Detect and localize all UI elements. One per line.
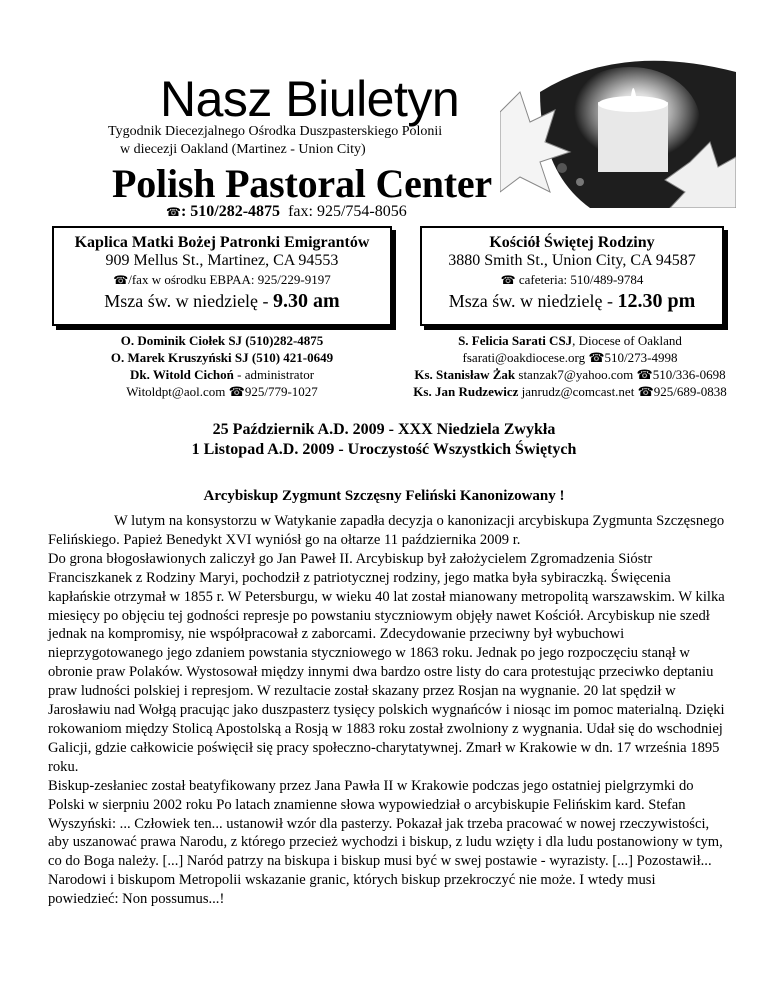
staff-entry: S. Felicia Sarati CSJ, Diocese of Oakland [458,333,682,348]
church-phone: cafeteria: 510/489-9784 [515,272,644,287]
chapel-phone: /fax w ośrodku EBPAA: 925/229-9197 [128,272,331,287]
church-title: Kościół Świętej Rodziny [489,234,655,251]
main-phone: : 510/282-4875 [180,203,281,220]
church-info-box [420,226,724,326]
chapel-mass-label: Msza św. w niedzielę - [104,291,274,311]
church-address: 3880 Smith St., Union City, CA 94587 [448,252,696,269]
staff-entry: Dk. Witold Cichoń - administrator [129,367,315,382]
church-mass-label: Msza św. w niedzielę - [448,291,618,311]
chapel-mass-time: 9.30 am [273,290,340,312]
staff-left-list [52,332,392,400]
masthead-title: Nasz Biuletyn [160,71,460,127]
staff-entry: Witoldpt@aol.com ☎925/779-1027 [126,384,318,399]
article-body [48,512,728,909]
candle-photo-graphic [500,52,736,208]
phone-icon: ☎ [113,273,129,287]
article-headline: Arcybiskup Zygmunt Szczęsny Feliński Kanonizowany ! [203,488,565,504]
phone-icon: ☎ [500,273,516,287]
staff-right-list [390,332,750,400]
staff-entry: O. Dominik Ciołek SJ (510)282-4875 [120,333,324,348]
main-fax: fax: 925/754-8056 [288,203,407,220]
chapel-address: 909 Mellus St., Martinez, CA 94553 [105,252,339,269]
candle-with-leaves-photo [500,52,736,208]
church-mass-time: 12.30 pm [617,290,696,312]
article-paragraph: Do grona błogosławionych zaliczył go Jan Paweł II. Arcybiskup był założycielem Zgromadzenia Sióstr Franciszkanek z Rodziny Maryi, pochodził z patriotycznej rodziny, jego matka była sybiraczką. Święcenia kapłańskie otrzymał w 1855 r. W Petersburgu, w wieku 40 lat został mianowany metropolitą warszawskim. W kilka miesięcy po objęciu tej godności represje po powstaniu styczniowym objęły nawet Kościół. Arcybiskup nie szedł jednak na kompromisy, nie współpracował z zaborcami. Zdecydowanie przeciwny był wybuchowi nieprzygotowanego jego zdaniem powstania styczniowego w 1863 roku. Jednak po jego rozpoczęciu stanął w obronie praw Polaków. Wystosował między innymi dwa bardzo ostre listy do cara protestując przeciwko deptaniu praw ludności polskiej i represjom. W rezultacie został skazany przez Rosjan na wygnanie. 20 lat spędził w Jarosławiu nad Wołgą pracując jako duszpasterz tysięcy polskich wygnańców i niosąc im pomoc materialną. Dzięki rokowaniom między Stolicą Apostolską a Rosją w 1883 roku został zwolniony z wygnania. Udał się do wschodniej Galicji, gdzie całkowicie poświęcił się pracy społeczno-charytatywnej. Zmarł w Krakowie w dn. 17 września 1895 roku. [48,550,725,775]
article-paragraph: W lutym na konsystorzu w Watykanie zapadła decyzja o kanonizacji arcybiskupa Zygmunta Szczęsnego Felińskiego. Papież Benedykt XVI wyniósł go na ołtarze 11 października 2009 r. [48,513,725,548]
date-line-2: 1 Listopad A.D. 2009 - Uroczystość Wszystkich Świętych [191,441,577,458]
staff-entry: Ks. Jan Rudzewicz janrudz@comcast.net ☎925/689-0838 [413,384,727,399]
chapel-phone-line [54,272,390,288]
church-mass [422,290,722,313]
center-name: Polish Pastoral Center [112,161,492,206]
staff-entry: fsarati@oakdiocese.org ☎510/273-4998 [462,350,678,365]
church-phone-line [422,272,722,288]
chapel-title: Kaplica Matki Bożej Patronki Emigrantów [74,234,370,251]
masthead-subtitle-2: w diecezji Oakland (Martinez - Union City) [120,142,366,157]
date-line-1: 25 Październik A.D. 2009 - XXX Niedziela Zwykła [212,421,556,438]
chapel-info-box [52,226,392,326]
chapel-mass [54,290,390,313]
phone-icon: ☎ [166,205,181,219]
masthead-subtitle-1: Tygodnik Diecezjalnego Ośrodka Duszpasterskiego Polonii [108,124,443,139]
phone-line [166,203,407,221]
staff-entry: Ks. Stanisław Żak stanzak7@yahoo.com ☎510/336-0698 [414,367,726,382]
staff-entry: O. Marek Kruszyński SJ (510) 421-0649 [110,350,334,365]
article-paragraph: Biskup-zesłaniec został beatyfikowany przez Jana Pawła II w Krakowie podczas jego ostatniej pielgrzymki do Polski w sierpniu 2002 roku Po latach znamienne słowa wypowiedział o arcybiskupie Felińskim kard. Stefan Wyszyński: ... Człowiek ten... ustanowił wzór dla pasterzy. Pokazał jak trzeba pracować w nowej rzeczywistości, aby uszanować prawa Narodu, z którego przecież wychodzi i biskup, z ludu wzięty i dla ludu postanowiony w tym, co do Boga należy. [...] Naród patrzy na biskupa i biskup musi być w swej postawie - wyrazisty. [...] Pozostawił... Narodowi i biskupom Metropolii wskazanie granic, których biskup przekroczyć nie może. I wtedy musi powiedzieć: Non possumus...! [48,777,723,908]
